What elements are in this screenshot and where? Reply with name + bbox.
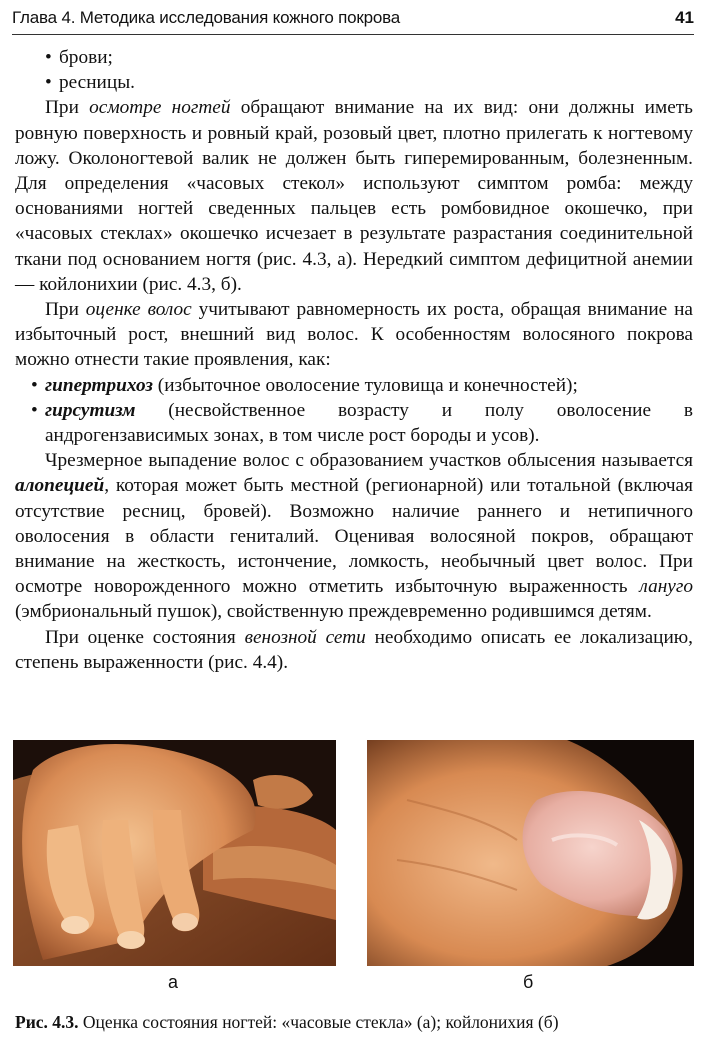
list-item: • гирсутизм (несвойственное возрасту и полу оволосение в андрогензависимых зонах, в том числе рост бороды и усов).: [31, 399, 693, 447]
page-number: 41: [675, 8, 694, 27]
top-bullet-list: [15, 45, 693, 95]
bullet-icon: •: [45, 72, 52, 94]
bullet-icon: •: [31, 374, 38, 396]
bullet-icon: •: [31, 399, 38, 421]
paragraph-veins: При оценке состояния венозной сети необходимо описать ее локализацию, степень выраженности (рис. 4.4).: [15, 626, 693, 673]
photo-koilonychia: [367, 740, 694, 966]
figure-caption-label: Рис. 4.3.: [15, 1012, 79, 1032]
nail-image: [367, 740, 694, 966]
figure-label-a: а: [168, 972, 179, 992]
emphasis-nail-exam: осмотре ногтей: [89, 97, 231, 119]
figure-caption-text: Оценка состояния ногтей: «часовые стекла» (а); койлонихия (б): [78, 1012, 559, 1032]
paragraph-alopecia: Чрезмерное выпадение волос с образованием участков облысения называется алопецией, которая может быть местной (регионарной) или тотальной (включая отсутствие ресниц, бровей). Возможно наличие раннего и нетипичного оволосения в области гениталий. Оценивая волосяной покров, обращают внимание на жесткость, истончение, ломкость, необычный цвет волос. При осмотре новорожденного можно отметить избыточную выраженность лануго (эмбриональный пушок), свойственную преждевременно родившимся детям.: [15, 450, 693, 623]
hair-bullet-list: [15, 373, 693, 449]
list-item: • ресницы.: [15, 70, 693, 95]
photo-watch-glass-nails: [13, 740, 336, 966]
term-hirsutism: гирсутизм: [45, 399, 136, 421]
bullet-icon: •: [45, 47, 52, 68]
emphasis-venous-network: венозной сети: [244, 626, 366, 648]
figure-label-b: б: [523, 972, 534, 992]
hand-image: [13, 740, 336, 966]
emphasis-hair-exam: оценке волос: [85, 299, 192, 321]
figure-caption: [15, 1012, 695, 1033]
running-header: [12, 6, 694, 35]
chapter-title: Глава 4. Методика исследования кожного покрова: [12, 8, 401, 27]
term-alopecia: алопецией: [15, 475, 105, 497]
term-hypertrichosis: гипертрихоз: [45, 374, 153, 396]
emphasis-lanugo: лануго: [639, 576, 693, 598]
body-text: [15, 45, 693, 675]
list-item: • брови;: [15, 45, 693, 70]
paragraph-nails: При осмотре ногтей обращают внимание на их вид: они должны иметь ровную поверхность и ровный край, розовый цвет, плотно прилегать к ногтевому ложу. Околоногтевой валик не должен быть гиперемированным, болезненным. Для определения «часовых стекол» используют симптом ромба: между основаниями ногтей сведенных пальцев есть ромбовидное окошечко, при «часовых стеклах» окошечко исчезает в результате разрастания соединительной ткани под основанием ногтя (рис. 4.3, а). Нередкий симптом дефицитной анемии — койлонихии (рис. 4.3, б).: [15, 97, 693, 295]
paragraph-hair: При оценке волос учитывают равномерность их роста, обращая внимание на избыточный рост, внешний вид волос. К особенностям волосяного покрова можно отнести такие проявления, как:: [15, 299, 693, 371]
list-item: • гипертрихоз (избыточное оволосение туловища и конечностей);: [15, 373, 693, 398]
